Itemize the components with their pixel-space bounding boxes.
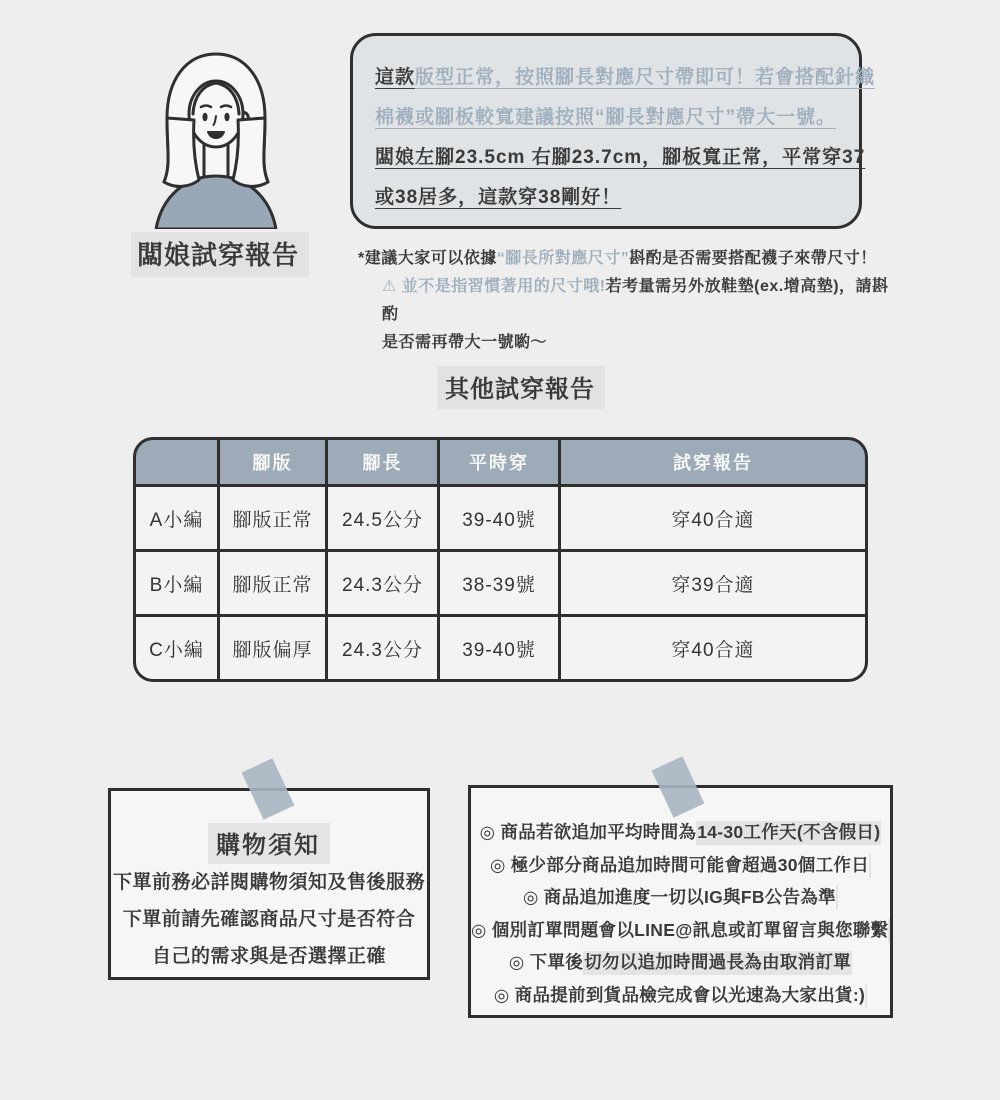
bubble-line-1 — [375, 58, 876, 98]
boss-tryon-report-label: 闆娘試穿報告 — [131, 232, 309, 277]
table-header-usual-size: 平時穿 — [440, 440, 558, 484]
table-header-report: 試穿報告 — [561, 440, 865, 484]
policy-line — [471, 914, 890, 947]
policy-line-pre: ◎ 商品提前到貨品檢完成會以光速為大家出貨:) — [493, 984, 866, 1005]
notice-title: 購物須知 — [208, 823, 330, 864]
policy-line-highlight — [865, 984, 867, 1008]
table-row-a-name: A小編 — [136, 487, 217, 549]
eye-left — [202, 113, 207, 121]
bubble-line-3 — [375, 138, 866, 178]
table-row-a-size: 39-40號 — [440, 487, 558, 549]
note-line-2-rest: 若考量需另外放鞋墊(ex.增高墊)，請斟酌 — [382, 278, 889, 323]
bubble-line-2-text: 棉襪或腳板較寬建議按照“腳長對應尺寸”帶大一號。 — [375, 107, 837, 128]
policy-line — [471, 979, 890, 1012]
table-row-a-report: 穿40合適 — [561, 487, 865, 549]
table-row-a-length: 24.5公分 — [328, 487, 437, 549]
bubble-line-2 — [375, 98, 839, 138]
table-header-cell — [136, 440, 217, 484]
table-row-b-report: 穿39合適 — [561, 552, 865, 614]
eye-right — [224, 113, 229, 121]
note-line-1-post: 斟酌是否需要搭配襪子來帶尺寸！ — [629, 250, 877, 267]
bubble-line-3-text: 闆娘左腳23.5cm 右腳23.7cm，腳板寬正常，平常穿37 — [375, 147, 866, 168]
table-row-c-shape: 腳版偏厚 — [220, 617, 325, 679]
table-row-b-length: 24.3公分 — [328, 552, 437, 614]
tryon-table — [133, 437, 868, 682]
note-line-2 — [358, 273, 898, 329]
table-row-c-length: 24.3公分 — [328, 617, 437, 679]
policy-line-highlight: 切勿以追加時間過長為由取消訂單 — [583, 951, 852, 975]
policy-line-pre: ◎ 商品若欲追加平均時間為 — [479, 822, 697, 842]
table-row-a-shape: 腳版正常 — [220, 487, 325, 549]
tape-icon — [652, 756, 705, 817]
hair-front-left — [164, 118, 199, 186]
table-row-b-name: B小編 — [136, 552, 217, 614]
table-row-c-report: 穿40合適 — [561, 617, 865, 679]
policy-line — [471, 881, 890, 914]
mouth — [208, 132, 224, 138]
hair-front-right — [233, 118, 268, 186]
table-row-c-size: 39-40號 — [440, 617, 558, 679]
policy-line-pre: ◎ 極少部分商品追加時間可能會超過30個工作日 — [490, 854, 869, 875]
policy-line-highlight — [869, 854, 871, 878]
table-row-b-shape: 腳版正常 — [220, 552, 325, 614]
policy-line — [471, 946, 890, 979]
table-row-c-name: C小編 — [136, 617, 217, 679]
bubble-line-1-rest: 版型正常，按照腳長對應尺寸帶即可！若會搭配針織 — [415, 67, 876, 88]
warning-icon: ⚠ — [382, 278, 397, 295]
note-line-1 — [358, 245, 898, 273]
shopping-notice-box — [108, 788, 430, 980]
bubble-line-1-bold: 這款 — [375, 67, 416, 88]
note-line-3: 是否需再帶大一號喲～ — [382, 334, 548, 351]
woman-avatar-illustration — [146, 44, 286, 229]
policy-line-highlight: 14-30工作天(不含假日) — [696, 821, 881, 845]
others-heading: 其他試穿報告 — [437, 366, 605, 409]
policy-box — [468, 785, 893, 1018]
avatar — [146, 44, 286, 229]
note-line-1-pre: *建議大家可以依據 — [358, 250, 497, 267]
bubble-line-4-text: 或38居多，這款穿38剛好！ — [375, 187, 622, 208]
policy-line — [471, 816, 890, 849]
bubble-line-4 — [375, 178, 839, 218]
policy-line-pre: ◎ 商品追加進度一切以IG與FB公告為準 — [523, 887, 836, 907]
policy-line — [471, 849, 890, 882]
table-header-foot-shape: 腳版 — [220, 440, 325, 484]
notice-line: 自己的需求與是否選擇正確 — [151, 946, 386, 967]
speech-bubble — [350, 33, 876, 229]
table-row-b-size: 38-39號 — [440, 552, 558, 614]
policy-line-pre: ◎ 個別訂單問題會以LINE@訊息或訂單留言與您聯繫 — [471, 919, 889, 940]
table-header-foot-length: 腳長 — [328, 440, 437, 484]
note-line-1-quote: “腳長所對應尺寸” — [496, 250, 630, 267]
policy-line-highlight — [836, 886, 838, 910]
policy-line-highlight — [888, 919, 890, 943]
policy-line-pre: ◎ 下單後 — [508, 952, 584, 972]
size-note — [358, 245, 898, 357]
tape-icon — [242, 758, 295, 819]
notice-line: 下單前請先確認商品尺寸是否符合 — [122, 909, 416, 930]
note-line-2-warn: 並不是指習慣著用的尺寸哦! — [396, 278, 606, 295]
notice-line: 下單前務必詳閱購物須知及售後服務 — [112, 872, 425, 893]
